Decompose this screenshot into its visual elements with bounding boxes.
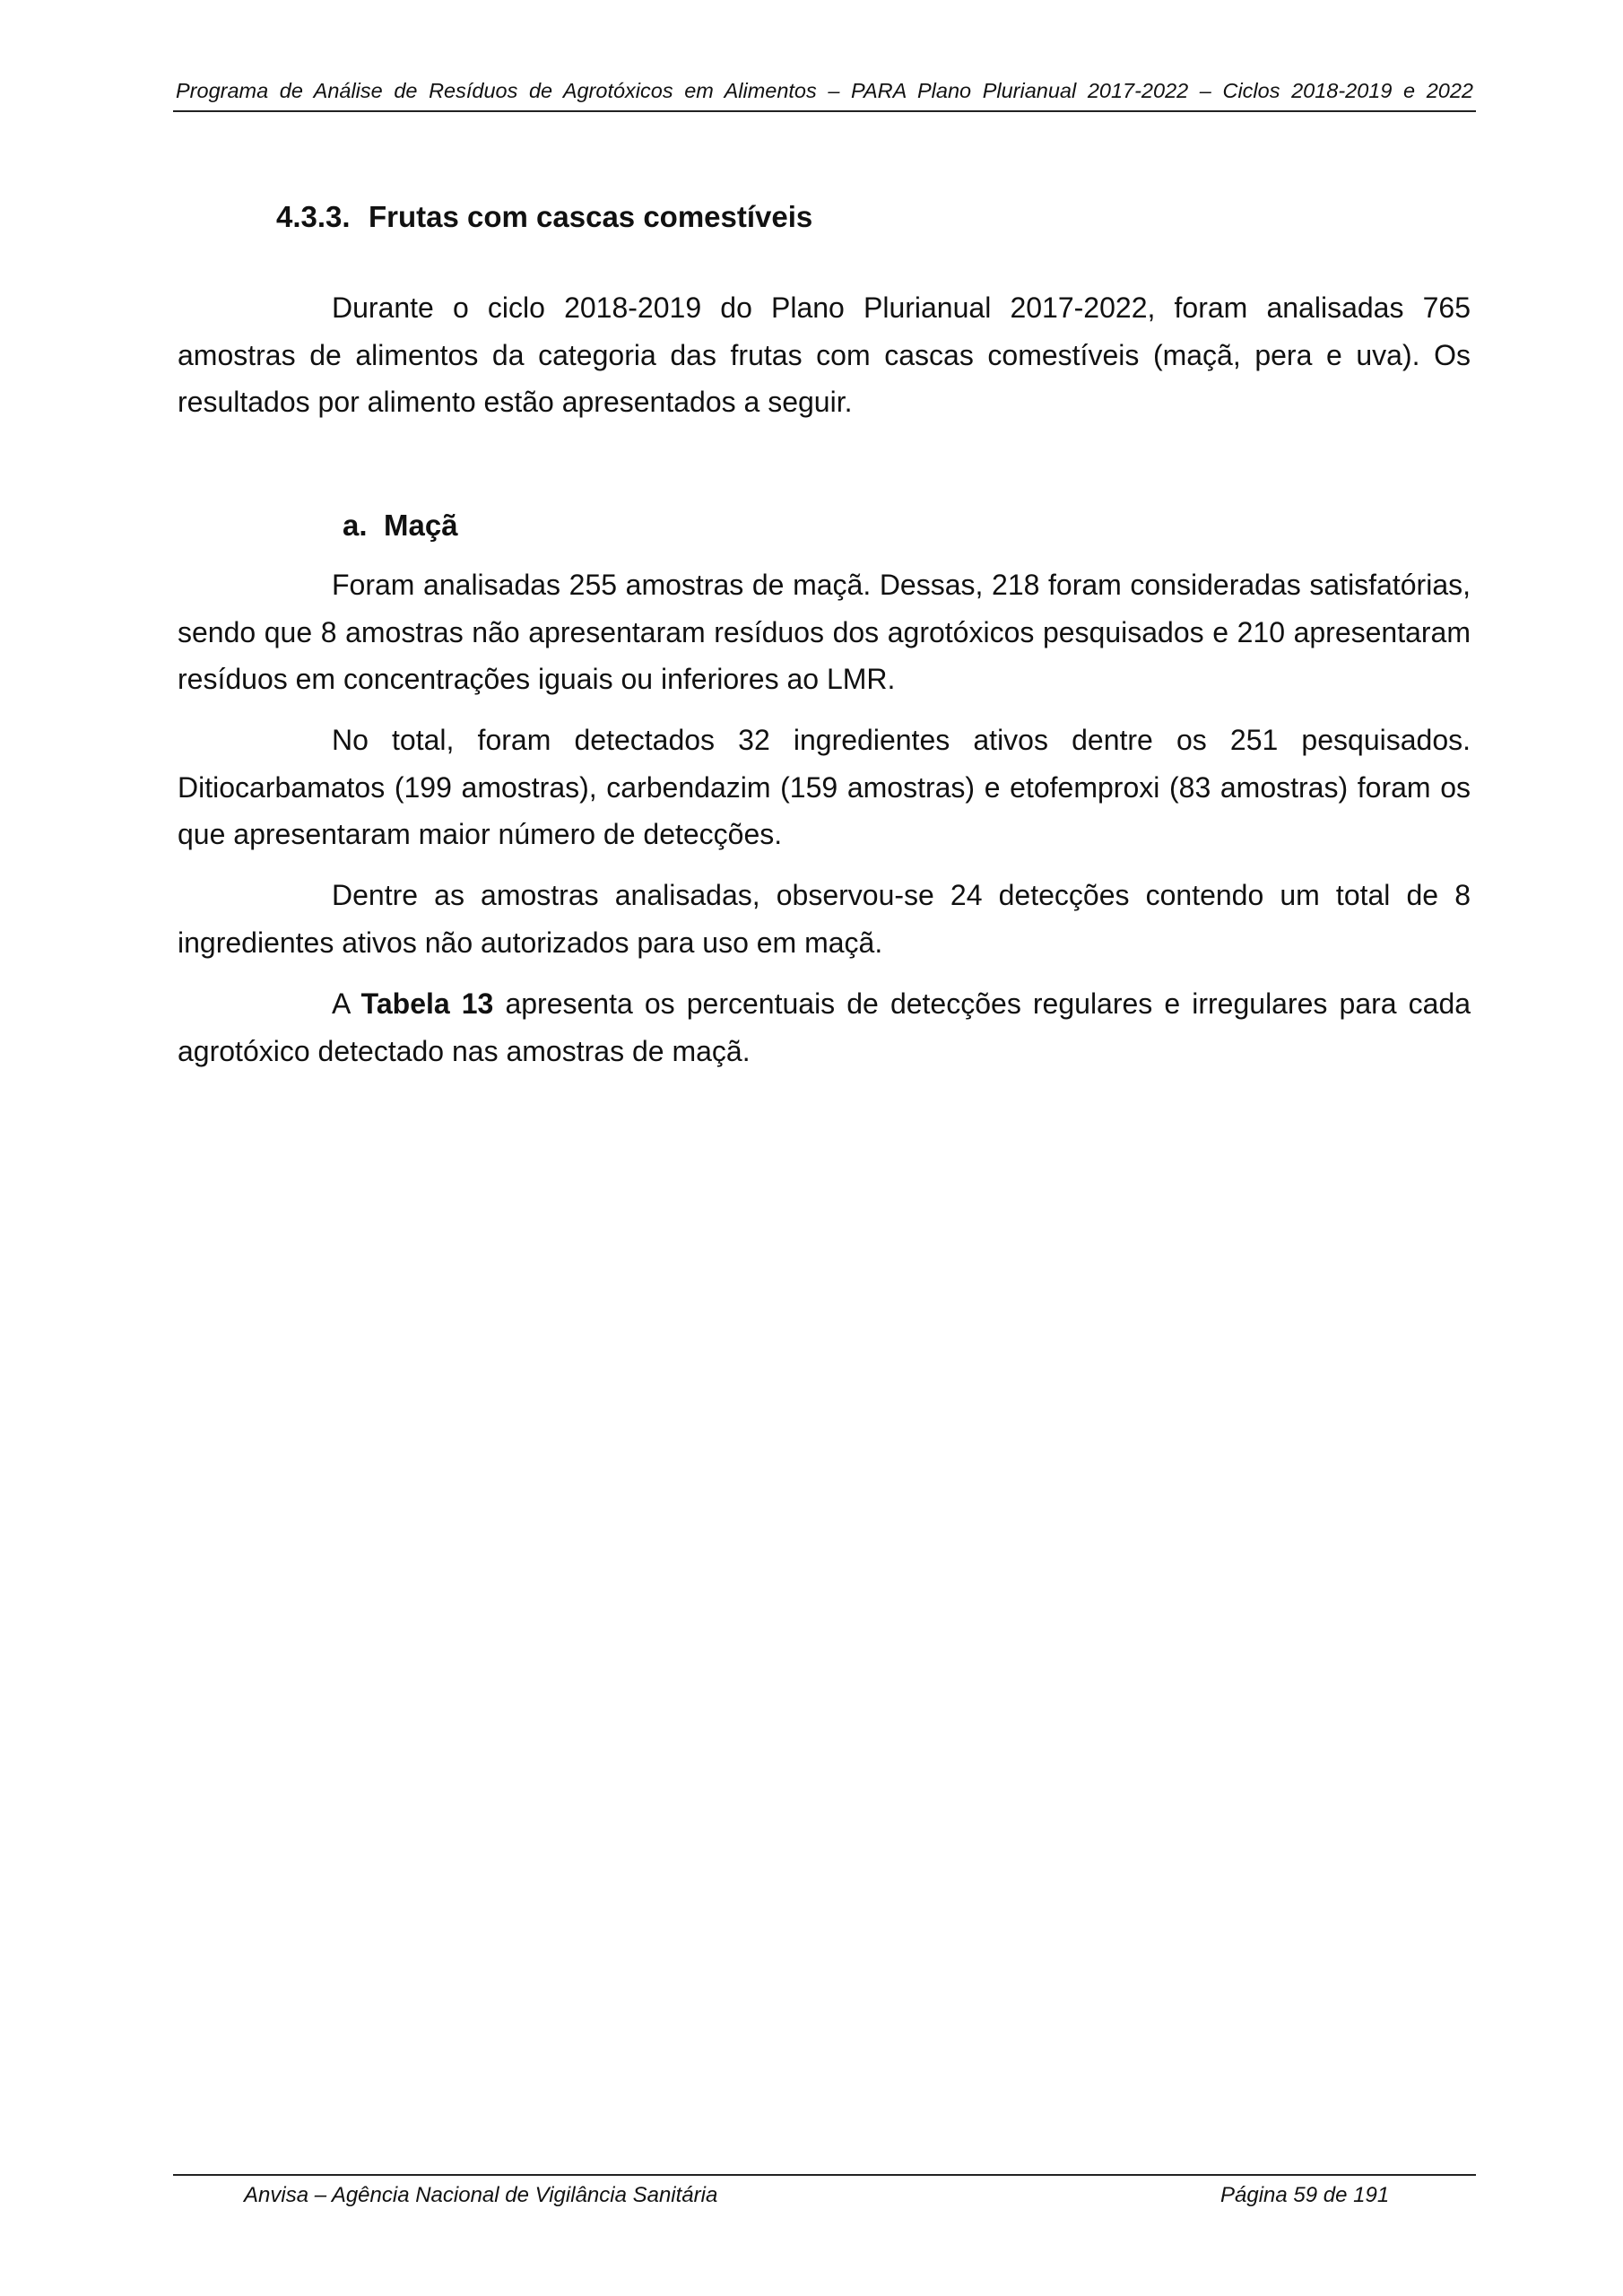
subsection-letter: a.: [343, 509, 368, 542]
section-heading: [276, 199, 812, 235]
section-title: Frutas com cascas comestíveis: [369, 200, 813, 233]
section-number: 4.3.3.: [276, 200, 351, 233]
paragraph-unauthorized: Dentre as amostras analisadas, observou-se 24 detecções contendo um total de 8 ingredientes ativos não autorizados para uso em maçã.: [178, 879, 1471, 959]
footer-organization: Anvisa – Agência Nacional de Vigilância Sanitária: [244, 2183, 718, 2207]
section-intro-paragraph: Durante o ciclo 2018-2019 do Plano Plurianual 2017-2022, foram analisadas 765 amostras de alimentos da categoria das frutas com cascas comestíveis (maçã, pera e uva). Os resultados por alimento estão apresentados a seguir.: [178, 291, 1471, 418]
subsection-heading: [343, 508, 458, 544]
running-header: Programa de Análise de Resíduos de Agrotóxicos em Alimentos – PARA Plano Plurianual 2017-2022 – Ciclos 2018-2019 e 2022: [176, 79, 1473, 102]
table-ref-suffix: apresenta os percentuais de detecções regulares e irregulares para cada agrotóxico detectado nas amostras de maçã.: [178, 987, 1471, 1067]
subsection-title: Maçã: [384, 509, 458, 542]
footer-page-number: Página 59 de 191: [1220, 2183, 1390, 2207]
paragraph-detections: No total, foram detectados 32 ingredientes ativos dentre os 251 pesquisados. Ditiocarbamatos (199 amostras), carbendazim (159 amostras) e etofemproxi (83 amostras) foram os que apresentaram maior número de detecções.: [178, 724, 1471, 850]
header-rule: [173, 110, 1476, 112]
footer-rule: [173, 2174, 1476, 2176]
paragraph-table-reference: [178, 980, 1471, 1074]
table-ref-link: Tabela 13: [360, 987, 494, 1020]
paragraph-samples: Foram analisadas 255 amostras de maçã. Dessas, 218 foram consideradas satisfatórias, sendo que 8 amostras não apresentaram resíduos dos agrotóxicos pesquisados e 210 apresentaram resíduos em concentrações iguais ou inferiores ao LMR.: [178, 569, 1471, 695]
table-ref-prefix: A: [332, 987, 350, 1020]
